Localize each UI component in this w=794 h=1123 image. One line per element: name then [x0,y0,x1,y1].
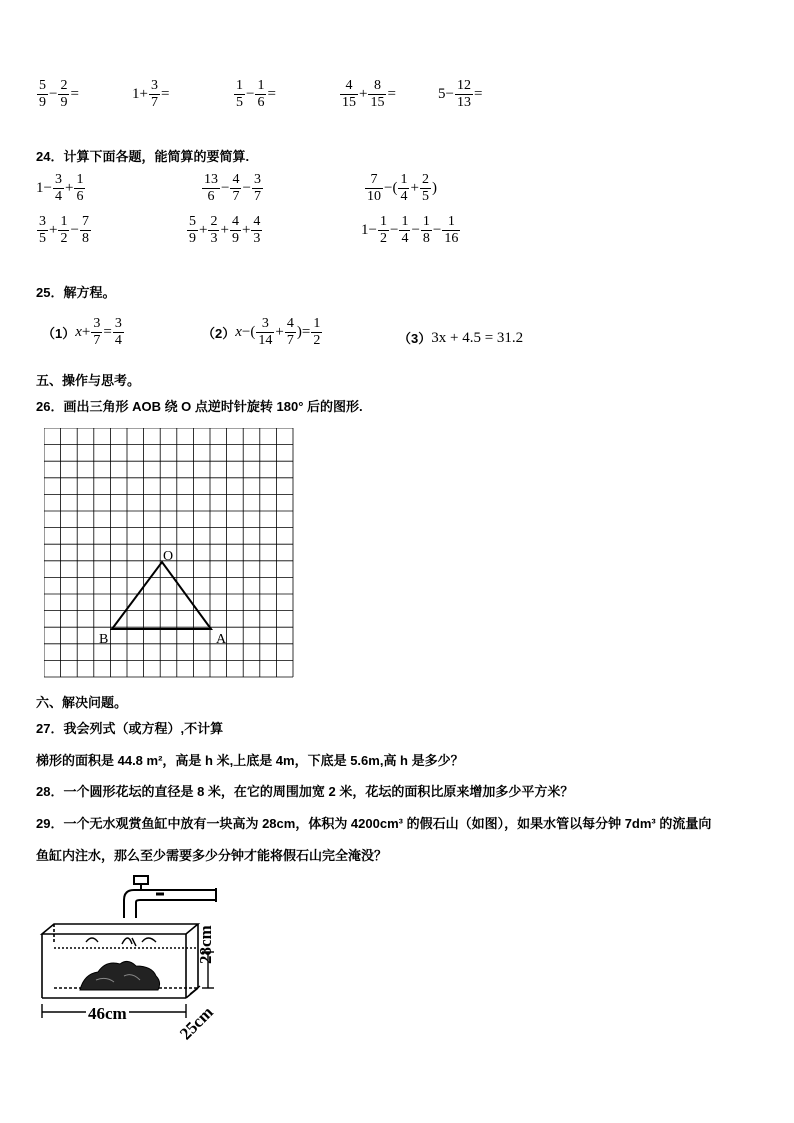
q24-expr-1: 1− $\frac{3}{4}$ + $\frac{1}{6}$ [36,172,84,204]
fraction: $\frac{1}{2}$ [379,214,387,246]
fraction: $\frac{1}{2}$ [60,214,68,246]
point-label-b: B [99,632,109,647]
fraction: $\frac{5}{9}$ [39,78,46,110]
fraction: $\frac{3}{7}$ [150,78,158,110]
fraction: $\frac{3}{4}$ [114,316,122,348]
fraction: $\frac{1}{6}$ [257,78,265,110]
q29-line-1: 29．一个无水观赏鱼缸中放有一块高为 28cm，体积为 4200cm³ 的假石山（如图），如果水管以每分钟 7dm³ 的流量向 [36,816,712,831]
row1-expr-4: $\frac{4}{15}$ + $\frac{8}{15}$ = [342,78,396,110]
fraction: $\frac{1}{8}$ [422,214,430,246]
q27-body: 梯形的面积是 44.8 m²，高是 h 米,上底是 4m，下底是 5.6m,高 h 是多少？ [36,753,464,768]
dim-width-label: 25cm [176,1002,217,1044]
fraction: $\frac{4}{7}$ [286,316,294,348]
q24-expr-3: $\frac{7}{10}$ −( $\frac{1}{4}$ + $\frac{2}{5}$ ) [367,172,437,204]
q25-equation-1: （1）x+ $\frac{3}{7}$ = $\frac{3}{4}$ [42,316,122,348]
q24-expr-4: $\frac{3}{5}$ + $\frac{1}{2}$ − $\frac{7}{8}$ [39,214,89,246]
fraction: $\frac{7}{8}$ [81,214,89,246]
fish-tank-figure [36,872,256,1038]
fraction: $\frac{1}{4}$ [401,214,409,246]
dim-length-label: 46cm [88,1004,127,1023]
row1-expr-1: $\frac{5}{9}$ − $\frac{2}{9}$ = [39,78,79,110]
fraction: $\frac{3}{14}$ [258,316,273,348]
fraction: $\frac{2}{9}$ [60,78,68,110]
q24-expr-2: $\frac{13}{6}$ − $\frac{4}{7}$ − $\frac{3}{7}$ [204,172,261,204]
fraction: $\frac{3}{7}$ [253,172,261,204]
q26-title: 26．画出三角形 AOB 绕 O 点逆时针旋转 180° 后的图形. [36,399,363,414]
q25-title: 25．解方程。 [36,285,116,300]
fraction: $\frac{1}{16}$ [444,214,459,246]
q27-title: 27．我会列式（或方程）,不计算 [36,721,224,736]
fraction: $\frac{3}{7}$ [93,316,101,348]
q24-expr-6: 1− $\frac{1}{2}$ − $\frac{1}{4}$ − $\frac{1}{8}$ − $\frac{1}{16}$ [361,214,459,246]
rockery-icon [80,961,160,990]
fraction: $\frac{13}{6}$ [204,172,218,204]
row1-expr-3: $\frac{1}{5}$ − $\frac{1}{6}$ = [236,78,276,110]
point-label-a: A [216,632,227,647]
q29-line-2: 鱼缸内注水，那么至少需要多少分钟才能将假石山完全淹没？ [36,848,388,863]
fraction: $\frac{3}{4}$ [54,172,62,204]
fraction: $\frac{1}{6}$ [76,172,84,204]
q24-title: 24．计算下面各题，能简算的要简算. [36,149,250,164]
fraction: $\frac{4}{15}$ [342,78,356,110]
faucet-icon [124,876,216,918]
fraction: $\frac{12}{13}$ [456,78,471,110]
fraction: $\frac{2}{3}$ [210,214,218,246]
q28-text: 28．一个圆形花坛的直径是 8 米，在它的周围加宽 2 米，花坛的面积比原来增加多少平方米？ [36,784,574,799]
fraction: $\frac{5}{9}$ [189,214,196,246]
fraction: $\frac{1}{4}$ [400,172,408,204]
fraction: $\frac{2}{5}$ [421,172,429,204]
fraction: $\frac{1}{5}$ [236,78,243,110]
section-5-heading: 五、操作与思考。 [36,373,141,388]
q25-equation-2: （2）x−( $\frac{3}{14}$ + $\frac{4}{7}$ )= $\frac{1}{2}$ [202,316,321,348]
fraction: $\frac{4}{9}$ [231,214,239,246]
water-splash [86,938,156,946]
row1-expr-5: 5− $\frac{12}{13}$ = [438,78,483,110]
fraction: $\frac{4}{7}$ [232,172,240,204]
fraction: $\frac{1}{2}$ [313,316,321,348]
fraction: $\frac{7}{10}$ [367,172,381,204]
q25-equation-3: （3）3x + 4.5 = 31.2 [398,330,524,346]
row1-expr-2: 1+ $\frac{3}{7}$ = [132,78,170,110]
dim-height-label: 28cm [196,925,215,964]
fraction: $\frac{3}{5}$ [39,214,46,246]
fraction: $\frac{8}{15}$ [370,78,385,110]
fraction: $\frac{4}{3}$ [253,214,261,246]
section-6-heading: 六、解决问题。 [36,695,128,710]
q24-expr-5: $\frac{5}{9}$ + $\frac{2}{3}$ + $\frac{4}{9}$ + $\frac{4}{3}$ [189,214,261,246]
point-label-o: O [163,549,174,564]
